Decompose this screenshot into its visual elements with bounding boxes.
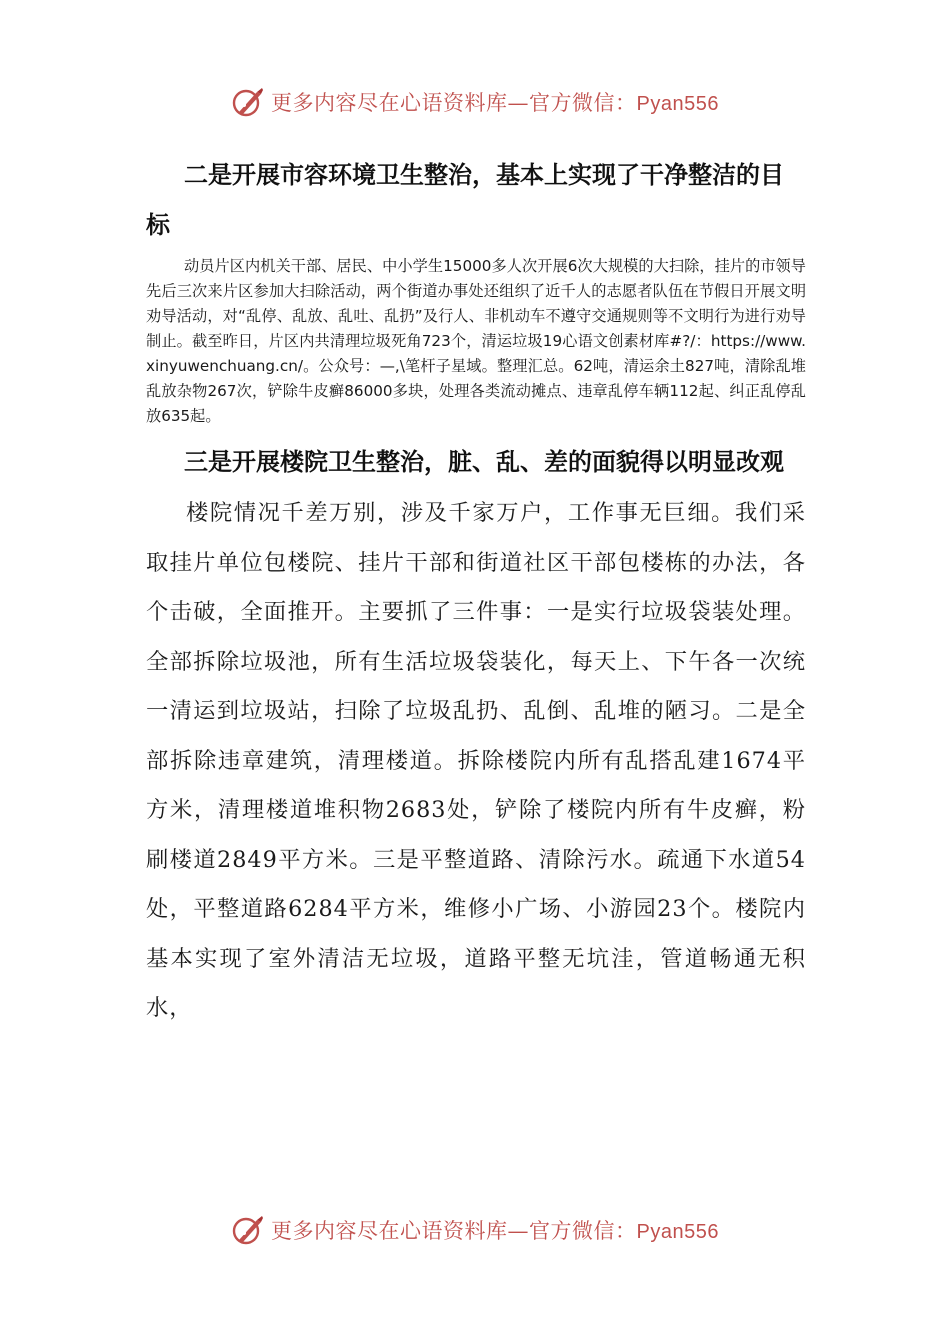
banner-separator: — [507, 91, 530, 115]
banner-wechat-id: Pyan556 [636, 1221, 719, 1243]
banner-text: 更多内容尽在心语资料库 [271, 91, 508, 115]
section-2-heading: 二是开展市容环境卫生整治，基本上实现了干净整洁的目标 [146, 161, 784, 239]
section-3-paragraph: 楼院情况千差万别，涉及千家万户，工作事无巨细。我们采取挂片单位包楼院、挂片干部和街道社区干部包楼栋的办法，各个击破，全面推开。主要抓了三件事：一是实行垃圾袋装处理。全部拆除垃圾池，所有生活垃圾袋装化，每天上、下午各一次统一清运到垃圾站，扫除了垃圾乱扔、乱倒、乱堆的陋习。二是全部拆除违章建筑，清理楼道。拆除楼院内所有乱搭乱建1674平方米，清理楼道堆积物2683处，铲除了楼院内所有牛皮癣，粉刷楼道2849平方米。三是平整道路、清除污水。疏通下水道54处，平整道路6284平方米，维修小广场、小游园23个。楼院内基本实现了室外清洁无垃圾，道路平整无坑洼，管道畅通无积水， [146, 500, 806, 1021]
banner-wechat-id: Pyan556 [636, 93, 719, 115]
banner-separator: — [507, 1219, 530, 1243]
banner-text: 更多内容尽在心语资料库 [271, 1219, 508, 1243]
footer-watermark-banner [0, 1210, 950, 1250]
section-2-paragraph: 动员片区内机关干部、居民、中小学生15000多人次开展6次大规模的大扫除，挂片的市领导先后三次来片区参加大扫除活动，两个街道办事处还组织了近千人的志愿者队伍在节假日开展文明劝导活动，对“乱停、乱放、乱吐、乱扔”及行人、非机动车不遵守交通规则等不文明行为进行劝导制止。截至昨日，片区内共清理垃圾死角723个，清运垃圾19心语文创素材库#?/：https://www.xinyuwenchuang.cn/。公众号：—,\笔杆子星域。整理汇总。62吨，清运余土827吨，清除乱堆乱放杂物267次，铲除牛皮癣86000多块，处理各类流动摊点、违章乱停车辆112起、纠正乱停乱放635起。 [146, 257, 806, 425]
section-3-heading: 三是开展楼院卫生整治，脏、乱、差的面貌得以明显改观 [184, 448, 784, 476]
pen-logo-icon [231, 1213, 265, 1247]
document-body [146, 150, 806, 1034]
pen-logo-icon [231, 85, 265, 119]
header-watermark-banner [0, 82, 950, 122]
banner-wechat-label: 官方微信： [529, 1219, 637, 1243]
banner-wechat-label: 官方微信： [529, 91, 637, 115]
